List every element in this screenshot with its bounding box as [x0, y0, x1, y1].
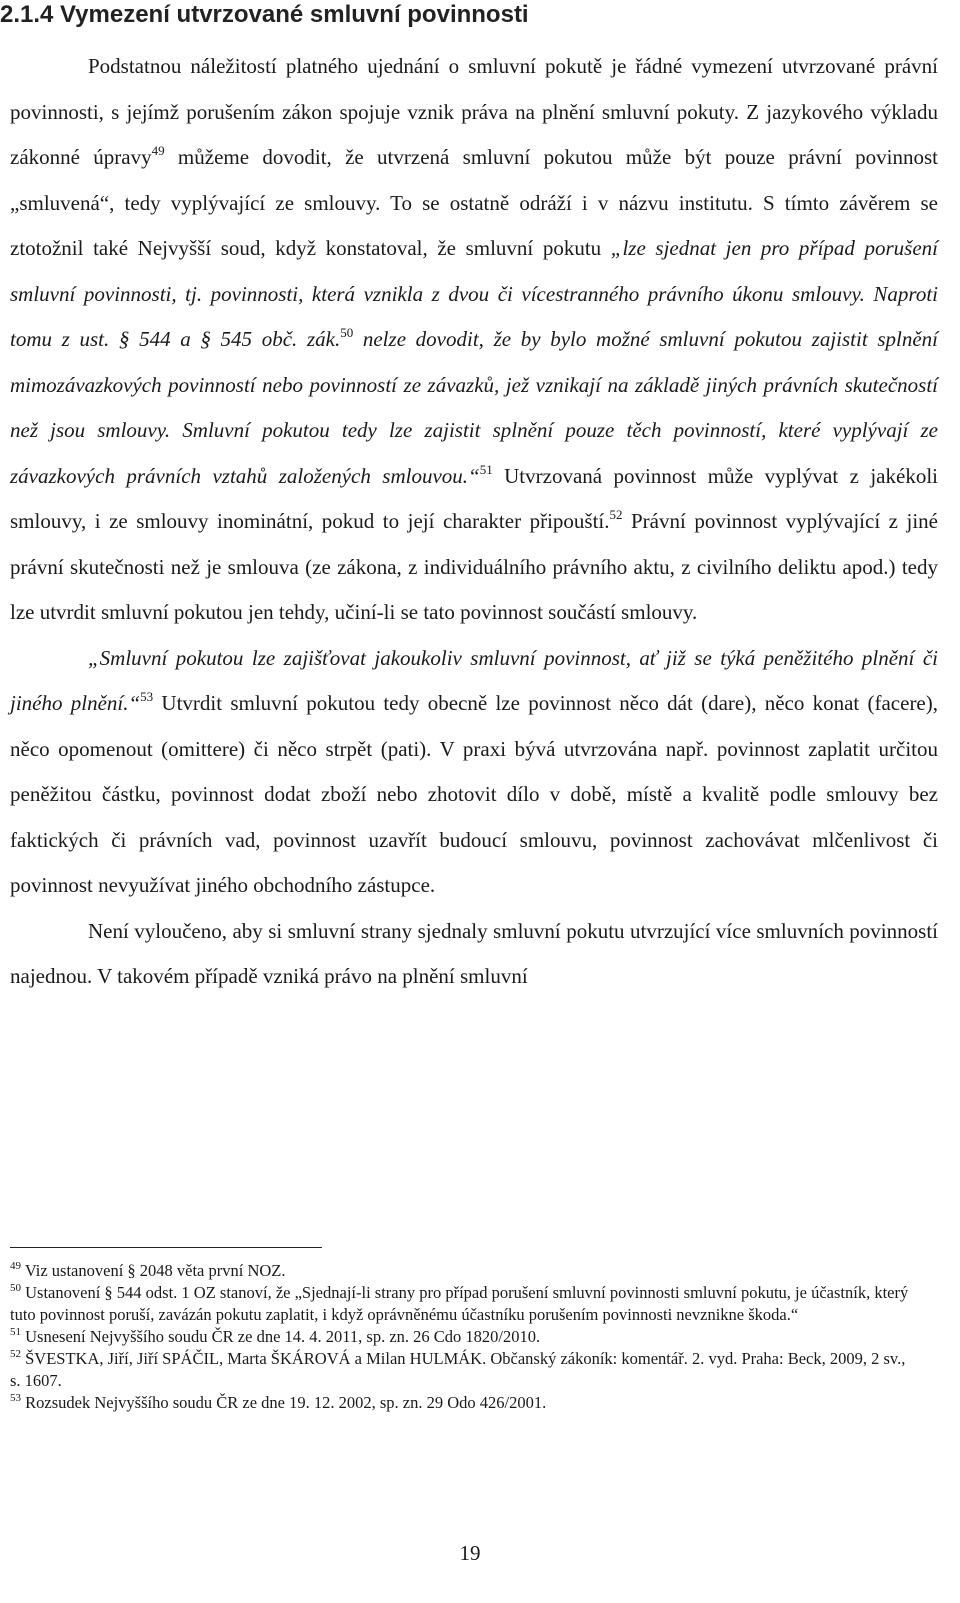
footnote-number: 50 — [10, 1282, 21, 1294]
footnote-separator — [10, 1247, 322, 1248]
footnote-number: 51 — [10, 1326, 21, 1338]
paragraph-1 — [10, 44, 938, 636]
paragraph-1-text-a: Podstatnou náležitostí platného ujednání o smluvní pokutě je řádné vymezení utvrzované právní povinnosti, s jejímž porušením zákon spojuje vznik práva na plnění smluvní pokuty. Z jazykového výkladu zákonné úpravy — [10, 54, 938, 169]
footnote-number: 53 — [10, 1392, 21, 1404]
footnote-number: 49 — [10, 1260, 21, 1272]
paragraph-1-text-d: Právní povinnost vyplývající z jiné právní skutečnosti než je smlouva (ze zákona, z individuálního právního aktu, z civilního deliktu apod.) tedy lze utvrdit smluvní pokutou jen tehdy, učiní-li se tato povinnost součástí smlouvy. — [10, 509, 938, 624]
footnote-text: Usnesení Nejvyššího soudu ČR ze dne 14. 4. 2011, sp. zn. 26 Cdo 1820/2010. — [25, 1327, 541, 1346]
footnote-ref-52[interactable]: 52 — [609, 507, 623, 522]
quote-commentary: „Smluvní pokutou lze zajišťovat jakoukoliv smluvní povinnost, ať již se týká peněžitého plnění či jiného plnění.“ — [10, 645, 938, 715]
paragraph-3: Není vyloučeno, aby si smluvní strany sjednaly smluvní pokutu utvrzující více smluvních povinností najednou. V takovém případě vzniká právo na plnění smluvní — [10, 918, 938, 988]
footnote-ref-49[interactable]: 49 — [151, 143, 165, 158]
footnote-number: 52 — [10, 1348, 21, 1360]
footnote-text: Ustanovení § 544 odst. 1 OZ stanoví, že „Sjednají-li strany pro případ porušení smluvní povinnosti smluvní pokutu, je účastník, který tuto povinnost poruší, zavázán pokutu zaplatit, i když oprávněnému účastníku porušením povinnosti nevznikne škoda.“ — [10, 1283, 909, 1324]
footnote-text: ŠVESTKA, Jiří, Jiří SPÁČIL, Marta ŠKÁROVÁ a Milan HULMÁK. Občanský zákoník: komentář. 2. vyd. Praha: Beck, 2009, 2 sv., s. 1607. — [10, 1349, 906, 1390]
footnote-text: Viz ustanovení § 2048 věta první NOZ. — [24, 1261, 286, 1280]
footnote-52 — [10, 1348, 910, 1392]
footnote-ref-53[interactable]: 53 — [140, 689, 154, 704]
page-number: 19 — [459, 1541, 481, 1565]
body-text — [10, 44, 938, 1000]
footnote-51 — [10, 1326, 910, 1348]
paragraph-1-text-c: Utvrzovaná povinnost může vyplývat z jakékoli smlouvy, i ze smlouvy inominátní, pokud to její charakter připouští. — [10, 463, 938, 533]
footnote-50 — [10, 1282, 910, 1326]
paragraph-1-text-b: můžeme dovodit, že utvrzená smluvní pokutou může být pouze právní povinnost „smluvená“, tedy vyplývající ze smlouvy. To se ostatně odráží i v názvu institutu. S tímto závěrem se ztotožnil také Nejvyšší soud, když konstatoval, že smluvní pokutu — [10, 145, 938, 260]
paragraph-2 — [10, 636, 938, 909]
paragraph-2-text: Utvrdit smluvní pokutou tedy obecně lze povinnost něco dát (dare), něco konat (facere), něco opomenout (omittere) či něco strpět (pati). V praxi bývá utvrzována např. povinnost zaplatit určitou peněžitou částku, povinnost dodat zboží nebo zhotovit dílo v době, místě a kvalitě podle smlouvy bez faktických či právních vad, povinnost uzavřít budoucí smlouvu, povinnost zachovávat mlčenlivost či povinnost nevyužívat jiného obchodního zástupce. — [10, 691, 938, 897]
footnotes — [10, 1260, 910, 1414]
quote-supreme-court-2: nelze dovodit, že by bylo možné smluvní pokutou zajistit splnění mimozávazkových povinností nebo povinností ze závazků, jež vznikají na základě jiných právních skutečností než jsou smlouvy. Smluvní pokutou tedy lze zajistit splnění pouze těch povinností, které vyplývají ze závazkových právních vztahů založených smlouvou.“ — [10, 327, 938, 488]
footnote-ref-50[interactable]: 50 — [340, 325, 354, 340]
footnote-text: Rozsudek Nejvyššího soudu ČR ze dne 19. 12. 2002, sp. zn. 29 Odo 426/2001. — [25, 1393, 547, 1412]
quote-supreme-court-1: „lze sjednat jen pro případ porušení smluvní povinnosti, tj. povinnosti, která vznikla z dvou či vícestranného právního úkonu smlouvy. Naproti tomu z ust. § 544 a § 545 obč. zák. — [10, 236, 939, 351]
section-heading: 2.1.4 Vymezení utvrzované smluvní povinnosti — [0, 1, 529, 28]
footnote-53 — [10, 1392, 910, 1414]
footnote-49 — [10, 1260, 910, 1282]
footnote-ref-51[interactable]: 51 — [479, 461, 493, 477]
